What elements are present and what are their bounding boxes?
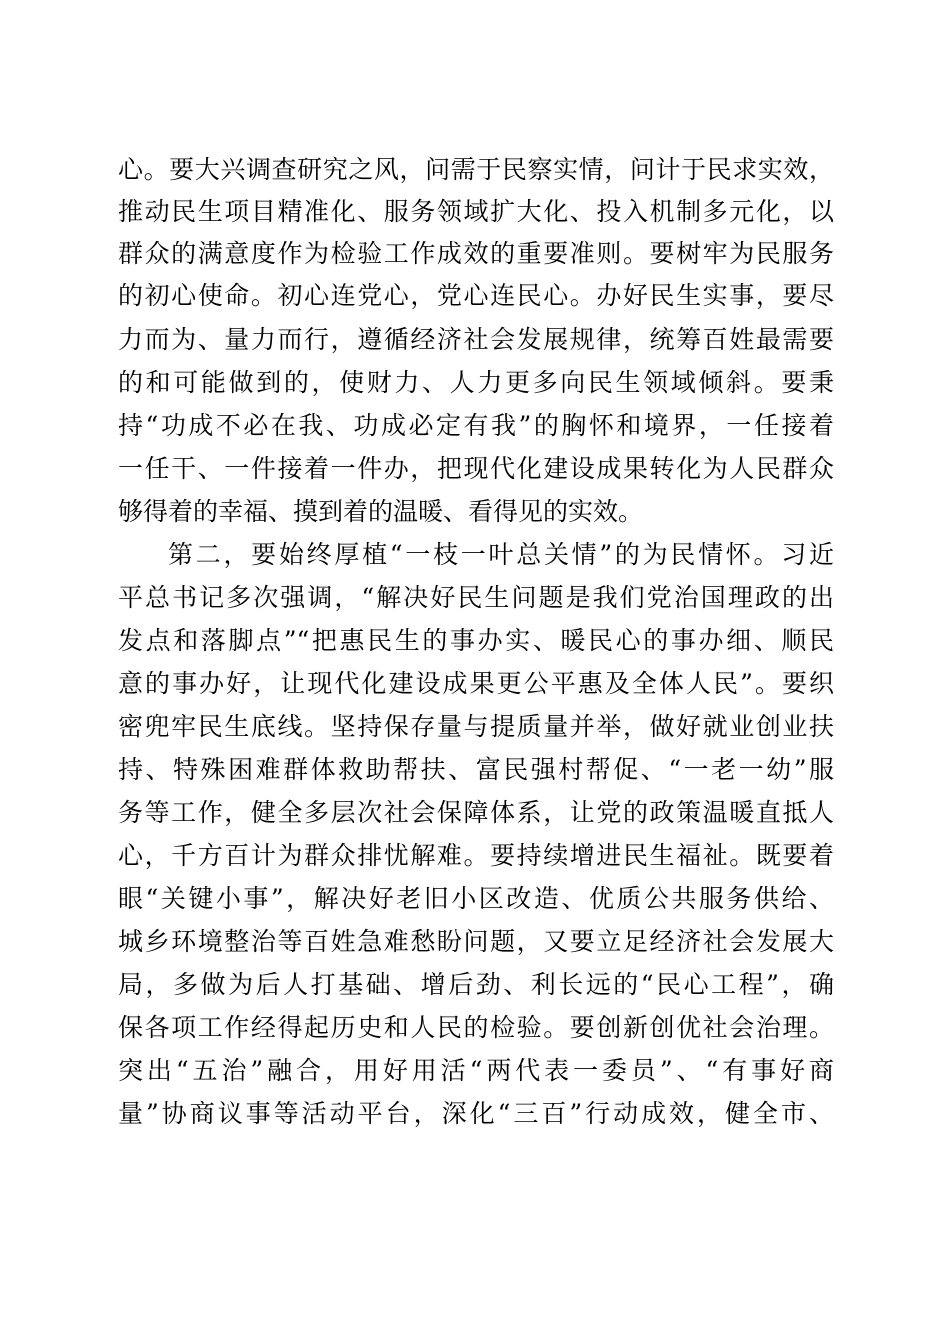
- text-line-7: 持“功成不必在我、功成必定有我”的胸怀和境界，一任接着: [118, 411, 834, 440]
- text-line-13: 意的事办好，让现代化建设成果更公平惠及全体人民”。要织: [118, 669, 834, 698]
- text-line-17: 心，千方百计为群众排忧解难。要持续增进民生福祉。既要着: [118, 841, 834, 870]
- text-line-10: 第二，要始终厚植“一枝一叶总关情”的为民情怀。习近: [168, 540, 834, 569]
- text-line-23: 量”协商议事等活动平台，深化“三百”行动成效，健全市、: [118, 1099, 834, 1128]
- text-line-4: 的初心使命。初心连党心，党心连民心。办好民生实事，要尽: [118, 281, 834, 310]
- text-line-8: 一任干、一件接着一件办，把现代化建设成果转化为人民群众: [118, 454, 834, 483]
- text-line-14: 密兜牢民生底线。坚持保存量与提质量并举，做好就业创业扶: [118, 712, 834, 741]
- text-line-5: 力而为、量力而行，遵循经济社会发展规律，统筹百姓最需要: [118, 325, 834, 354]
- text-line-2: 推动民生项目精准化、服务领域扩大化、投入机制多元化，以: [118, 197, 834, 226]
- text-line-22: 突出“五治”融合，用好用活“两代表一委员”、“有事好商: [118, 1056, 834, 1085]
- text-line-1: 心。要大兴调查研究之风，问需于民察实情，问计于民求实效，: [118, 155, 834, 184]
- text-line-9: 够得着的幸福、摸到着的温暖、看得见的实效。: [118, 497, 644, 526]
- text-line-11: 平总书记多次强调，“解决好民生问题是我们党治国理政的出: [118, 583, 834, 612]
- text-line-21: 保各项工作经得起历史和人民的检验。要创新创优社会治理。: [118, 1013, 834, 1042]
- text-line-6: 的和可能做到的，使财力、人力更多向民生领域倾斜。要秉: [118, 368, 834, 397]
- text-line-12: 发点和落脚点”“把惠民生的事办实、暖民心的事办细、顺民: [118, 626, 834, 655]
- text-line-19: 城乡环境整治等百姓急难愁盼问题，又要立足经济社会发展大: [118, 927, 834, 956]
- text-line-20: 局，多做为后人打基础、增后劲、利长远的“民心工程”，确: [118, 970, 834, 999]
- text-line-18: 眼“关键小事”，解决好老旧小区改造、优质公共服务供给、: [118, 884, 834, 913]
- text-line-3: 群众的满意度作为检验工作成效的重要准则。要树牢为民服务: [118, 239, 834, 268]
- text-line-16: 务等工作，健全多层次社会保障体系，让党的政策温暖直抵人: [118, 798, 834, 827]
- text-line-15: 持、特殊困难群体救助帮扶、富民强村帮促、“一老一幼”服: [118, 755, 834, 784]
